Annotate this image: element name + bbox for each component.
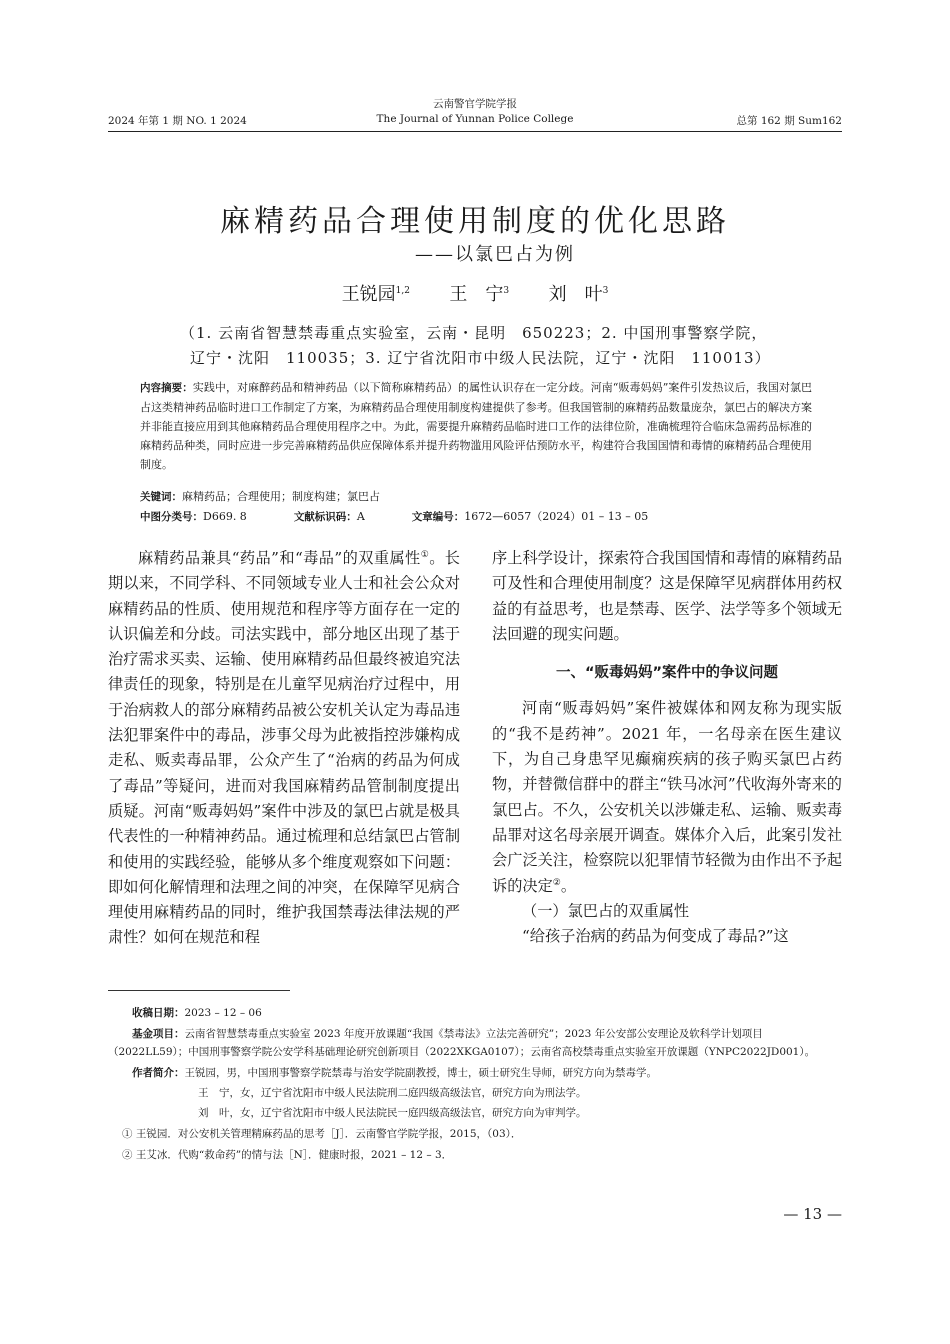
article-number-label: 文章编号：: [411, 511, 465, 523]
author-bio: 刘 叶，女，辽宁省沈阳市中级人民法院民一庭四级高级法官，研究方向为审判学。: [198, 1107, 587, 1119]
received-date: 收稿日期：2023 – 12 – 06: [132, 1007, 262, 1019]
body-left-column: [108, 546, 460, 951]
author-name: 王 宁: [449, 284, 504, 305]
page-number: — 13 —: [783, 1205, 842, 1223]
author-affiliation-mark: 3: [503, 286, 510, 296]
abstract-label: 内容摘要：: [140, 382, 193, 394]
footnotes: [108, 1004, 842, 1164]
abstract-text: 实践中，对麻醉药品和精神药品（以下简称麻精药品）的属性认识存在一定分歧。河南“贩毒妈妈”案件引发热议后，我国对氯巴占这类精神药品临时进口工作制定了方案，为麻精药品合理使用制度构建提供了参考。但我国管制的麻精药品数量庞杂，氯巴占的解决方案并非能直接应用到其他麻精药品合理使用程序之中。为此，需要提升麻精药品临时进口工作的法律位阶，准确梳理符合临床急需药品标准的麻精药品种类，同时应进一步完善麻精药品供应保障体系并提升药物滥用风险评估预防水平，构建符合我国国情和毒情的麻精药品合理使用制度。: [140, 381, 813, 471]
abstract: [140, 378, 812, 474]
author-list: [0, 280, 950, 306]
running-header-journal-cn: 云南警官学院学报: [433, 98, 517, 110]
body-paragraph: 序上科学设计，探索符合我国国情和毒情的麻精药品可及性和合理使用制度？这是保障罕见病群体用药权益的有益思考，也是禁毒、医学、法学等多个领域无法回避的现实问题。: [492, 549, 842, 643]
footnote-ref: ①: [420, 549, 430, 560]
article-subtitle: ——以氯巴占为例: [415, 244, 575, 265]
header-rule: [108, 131, 842, 132]
fund-note: 基金项目：云南省智慧禁毒重点实验室 2023 年度开放课题“我国《禁毒法》立法完善研究”；2023 年公安部公安理论及软科学计划项目（2022LL59）；中国刑事警察学院公安学科基础理论研究创新项目（2022XKGA0107）；云南省高校禁毒重点实验室开放课题（YNPC2022JD001）。: [108, 1028, 816, 1058]
author-bio: 王 宁，女，辽宁省沈阳市中级人民法院刑二庭四级高级法官，研究方向为刑法学。: [198, 1087, 587, 1099]
reference-note: ① 王锐园．对公安机关管理精麻药品的思考［J］．云南警官学院学报，2015，（03）．: [122, 1128, 522, 1140]
author-affiliation-mark: 3: [602, 286, 609, 296]
running-header-left: 2024 年第 1 期 NO. 1 2024: [108, 115, 247, 127]
keywords-text: 麻精药品；合理使用；制度构建；氯巴占: [182, 490, 380, 503]
keywords-label: 关键词：: [140, 491, 182, 503]
body-right-column: [492, 546, 842, 949]
running-header-right: 总第 162 期 Sum162: [736, 115, 842, 127]
reference-note: ② 王艾冰．代购“救命药”的情与法［N］．健康时报，2021 – 12 – 3．: [122, 1149, 453, 1161]
doc-code-value: A: [356, 510, 365, 523]
clc-label: 中图分类号：: [140, 511, 203, 523]
affiliation-line: （1. 云南省智慧禁毒重点实验室，云南・昆明 650223；2. 中国刑事警察学院，: [180, 324, 768, 342]
author-name: 王锐园: [341, 284, 396, 305]
footnote-ref: ②: [552, 877, 561, 888]
affiliation-line: 辽宁・沈阳 110035；3. 辽宁省沈阳市中级人民法院，辽宁・沈阳 110013）: [190, 349, 771, 367]
article-number-value: 1672—6057（2024）01 – 13 – 05: [464, 510, 649, 523]
author-name: 刘 叶: [548, 284, 603, 305]
classification-line: [140, 507, 812, 527]
doc-code-label: 文献标识码：: [293, 511, 357, 523]
section-heading: 一、“贩毒妈妈”案件中的争议问题: [555, 665, 779, 682]
author-affiliation-mark: 1,2: [395, 286, 410, 296]
subsection-heading: （一）氯巴占的双重属性: [522, 901, 690, 920]
body-paragraph: “给孩子治病的药品为何变成了毒品?”这: [522, 927, 789, 946]
keywords: [140, 487, 812, 507]
clc-value: D669. 8: [203, 510, 247, 523]
author-bio: 作者简介：王锐园，男，中国刑事警察学院禁毒与治安学院副教授，博士，硕士研究生导师，研究方向为禁毒学。: [132, 1067, 657, 1079]
footnote-rule: [108, 990, 290, 991]
body-paragraph: 麻精药品兼具“药品”和“毒品”的双重属性①。长期以来，不同学科、不同领域专业人士和社会公众对麻精药品的性质、使用规范和程序等方面存在一定的认识偏差和分歧。司法实践中，部分地区出现了基于治疗需求买卖、运输、使用麻精药品但最终被追究法律责任的现象，特别是在儿童罕见病治疗过程中，用于治病救人的部分麻精药品被公安机关认定为毒品违法犯罪案件中的毒品，涉事父母为此被指控涉嫌构成走私、贩卖毒品罪，公众产生了“治病的药品为何成了毒品”等疑问，进而对我国麻精药品管制制度提出质疑。河南“贩毒妈妈”案件中涉及的氯巴占就是极具代表性的一种精神药品。通过梳理和总结氯巴占管制和使用的实践经验，能够从多个维度观察如下问题：即如何化解情理和法理之间的冲突，在保障罕见病合理使用麻精药品的同时，维护我国禁毒法律法规的严肃性？如何在规范和程: [108, 549, 460, 947]
running-header-journal-en: The Journal of Yunnan Police College: [376, 113, 574, 125]
article-title: 麻精药品合理使用制度的优化思路: [220, 204, 730, 239]
body-paragraph: 河南“贩毒妈妈”案件被媒体和网友称为现实版的“我不是药神”。2021 年，一名母亲在医生建议下，为自己身患罕见癫痫疾病的孩子购买氯巴占药物，并替微信群中的群主“铁马冰河”代收海外寄来的氯巴占。不久，公安机关以涉嫌走私、运输、贩卖毒品罪对这名母亲展开调查。媒体介入后，此案引发社会广泛关注，检察院以犯罪情节轻微为由作出不予起诉的决定②。: [492, 699, 842, 895]
